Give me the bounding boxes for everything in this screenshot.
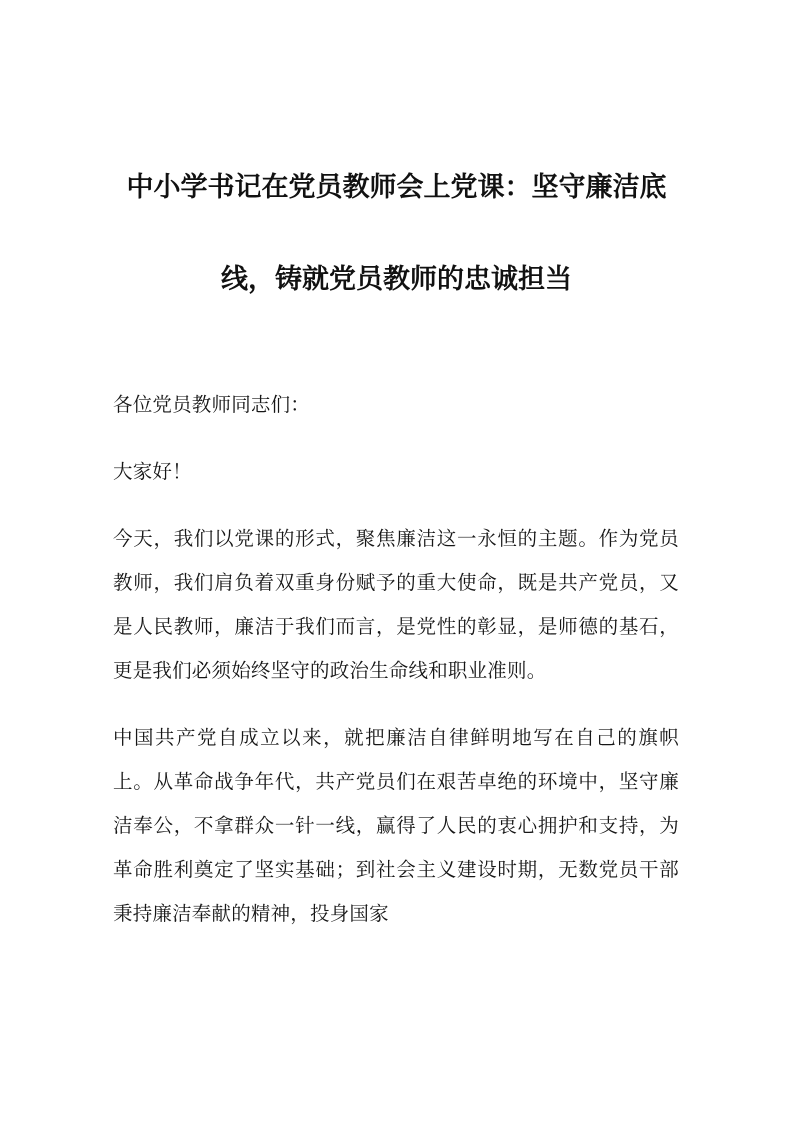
page-title: 中小学书记在党员教师会上党课：坚守廉洁底线，铸就党员教师的忠诚担当 [126,172,667,296]
paragraph-opening-theme: 今天，我们以党课的形式，聚焦廉洁这一永恒的主题。作为党员教师，我们肩负着双重身份赋予的重大使命，既是共产党员，又是人民教师，廉洁于我们而言，是党性的彰显，是师德的基石，更是我们必须始终坚守的政治生命线和职业准则。 [113,527,679,682]
document-body [113,383,679,936]
paragraph-salutation: 各位党员教师同志们： [113,393,311,416]
paragraph-greeting: 大家好！ [113,460,192,483]
paragraph-party-history: 中国共产党自成立以来，就把廉洁自律鲜明地写在自己的旗帜上。从革命战争年代，共产党员们在艰苦卓绝的环境中，坚守廉洁奉公，不拿群众一针一线，赢得了人民的衷心拥护和支持，为革命胜利奠定了坚实基础；到社会主义建设时期，无数党员干部秉持廉洁奉献的精神，投身国家 [113,726,679,925]
